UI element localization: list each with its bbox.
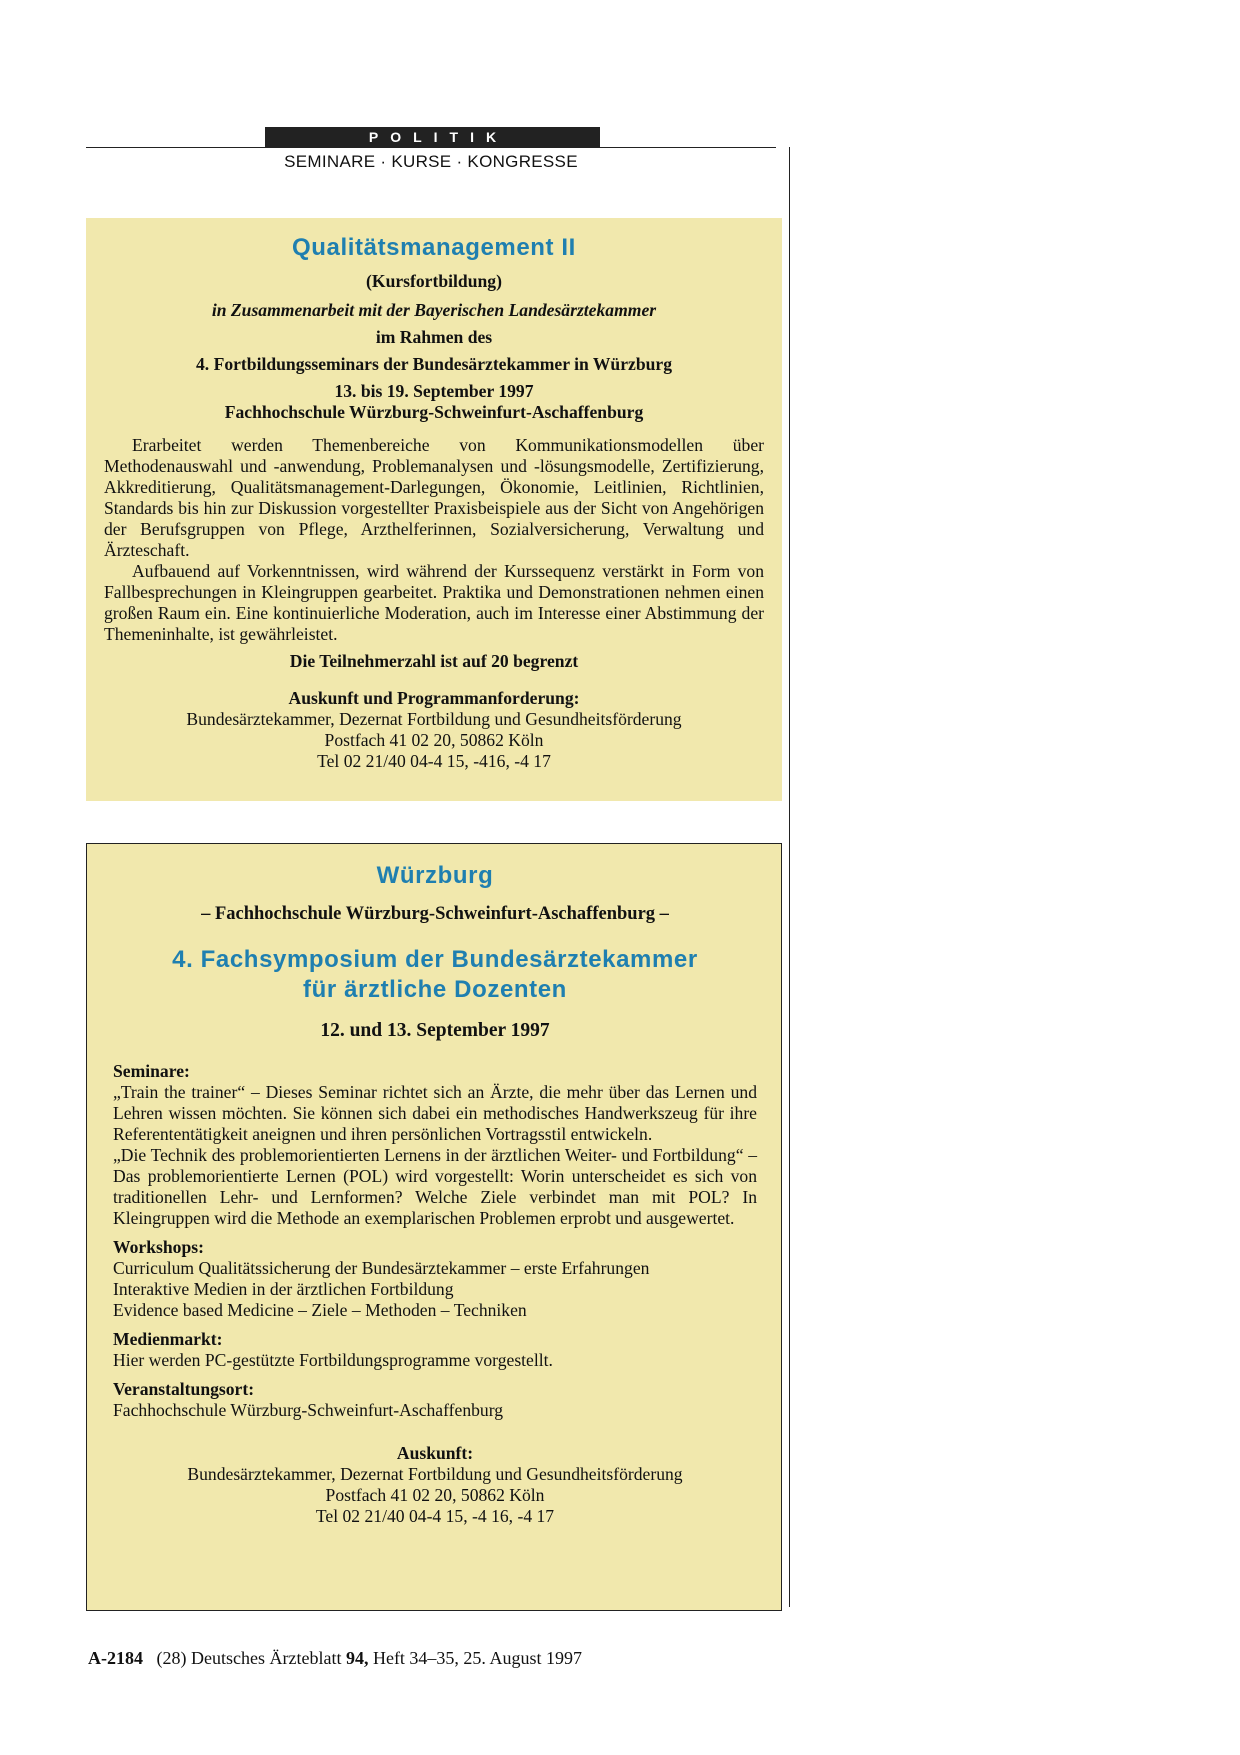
contact-heading: Auskunft und Programmanforderung: bbox=[288, 688, 580, 708]
venue-heading: Veranstaltungsort: bbox=[113, 1379, 255, 1399]
contact-address: Postfach 41 02 20, 50862 Köln bbox=[324, 730, 544, 750]
context-line-1: im Rahmen des bbox=[375, 327, 493, 347]
page-footer bbox=[88, 1648, 582, 1669]
event-date: 13. bis 19. September 1997 bbox=[334, 381, 534, 401]
contact-organization: Bundesärztekammer, Dezernat Fortbildung und Gesundheitsförderung bbox=[186, 709, 682, 729]
event-title bbox=[113, 945, 757, 1005]
medienmarkt-heading: Medienmarkt: bbox=[113, 1329, 223, 1349]
journal-volume: 94, bbox=[345, 1648, 369, 1668]
journal-name: Deutsches Ärzteblatt bbox=[191, 1648, 342, 1668]
seminar-1-text: „Train the trainer“ – Dieses Seminar richtet sich an Ärzte, die mehr über das Lernen und Lehren wissen möchten. Sie können sich dabei ein methodisches Handwerkszeug für ihre Referententätigkeit aneignen und ihren persönlichen Vortragsstil entwickeln. bbox=[113, 1082, 757, 1144]
event-date: 12. und 13. September 1997 bbox=[320, 1020, 550, 1041]
workshop-item: Curriculum Qualitätssicherung der Bundesärztekammer – erste Erfahrungen bbox=[113, 1258, 650, 1278]
institution-line: – Fachhochschule Würzburg-Schweinfurt-Aschaffenburg – bbox=[201, 904, 669, 924]
journal-issue: Heft 34–35, 25. August 1997 bbox=[372, 1648, 582, 1668]
contact-organization: Bundesärztekammer, Dezernat Fortbildung und Gesundheitsförderung bbox=[187, 1464, 683, 1484]
description-paragraph-1: Erarbeitet werden Themenbereiche von Kommunikationsmodellen über Methodenauswahl und -anwendung, Problemanalysen und -lösungsmodelle, Zertifizierung, Akkreditierung, Qualitätsmanagement-Darlegungen, Ökonomie, Leitlinien, Richtlinien, Standards bis hin zur Diskussion vorgestellter Praxisbeispiele aus der Sicht von Angehörigen der Berufsgruppen von Pflege, Arzthelferinnen, Sozialversicherung, Verwaltung und Ärzteschaft. bbox=[104, 435, 764, 560]
contact-address: Postfach 41 02 20, 50862 Köln bbox=[325, 1485, 545, 1505]
event-title-line-2: für ärztliche Dozenten bbox=[303, 976, 567, 1003]
contact-heading: Auskunft: bbox=[396, 1443, 474, 1463]
description-paragraph-2: Aufbauend auf Vorkenntnissen, wird während der Kurssequenz verstärkt in Form von Fallbesprechungen in Kleingruppen gearbeitet. Praktika und Demonstrationen nehmen einen großen Raum ein. Eine kontinuierliche Moderation, auch im Interesse einer Abstimmung der Themeninhalte, ist gewährleistet. bbox=[104, 561, 764, 644]
announcement-fachsymposium bbox=[86, 843, 782, 1611]
page-id: A-2184 bbox=[88, 1648, 143, 1668]
workshops-heading: Workshops: bbox=[113, 1237, 204, 1257]
section-kicker: POLITIK bbox=[265, 127, 600, 148]
contact-phone: Tel 02 21/40 04-4 15, -4 16, -4 17 bbox=[315, 1506, 555, 1526]
seminar-2-text: „Die Technik des problemorientierten Lernens in der ärztlichen Weiter- und Fortbildung“ – Das problemorientierte Lernen (POL) wird vorgestellt: Worin unterscheidet es sich von traditionellen Lehr- und Lernformen? Welche Ziele verbindet man mit POL? In Kleingruppen wird die Methode an exemplarischen Problemen erprobt und ausgewertet. bbox=[113, 1145, 757, 1228]
cooperation-line: in Zusammenarbeit mit der Bayerischen Landesärztekammer bbox=[211, 300, 657, 320]
event-venue: Fachhochschule Würzburg-Schweinfurt-Aschaffenburg bbox=[224, 402, 644, 422]
context-line-2: 4. Fortbildungsseminars der Bundesärztekammer in Würzburg bbox=[195, 354, 673, 374]
announcement-qualitaetsmanagement bbox=[86, 218, 782, 801]
page-number: (28) bbox=[156, 1648, 187, 1668]
announcement-title: Qualitätsmanagement II bbox=[292, 234, 576, 261]
seminare-heading: Seminare: bbox=[113, 1061, 190, 1081]
event-title-line-1: 4. Fachsymposium der Bundesärztekammer bbox=[172, 946, 698, 973]
column-rule bbox=[789, 147, 790, 1607]
contact-phone: Tel 02 21/40 04-4 15, -416, -4 17 bbox=[317, 751, 551, 771]
workshop-item: Interaktive Medien in der ärztlichen Fortbildung bbox=[113, 1279, 454, 1299]
medienmarkt-text: Hier werden PC-gestützte Fortbildungsprogramme vorgestellt. bbox=[113, 1350, 553, 1370]
section-subtitle: SEMINARE · KURSE · KONGRESSE bbox=[284, 152, 578, 171]
course-type: (Kursfortbildung) bbox=[366, 271, 502, 291]
announcement-title: Würzburg bbox=[376, 862, 494, 889]
venue-text: Fachhochschule Würzburg-Schweinfurt-Aschaffenburg bbox=[113, 1400, 504, 1420]
participant-limit: Die Teilnehmerzahl ist auf 20 begrenzt bbox=[289, 651, 579, 671]
workshop-item: Evidence based Medicine – Ziele – Methoden – Techniken bbox=[113, 1300, 527, 1320]
